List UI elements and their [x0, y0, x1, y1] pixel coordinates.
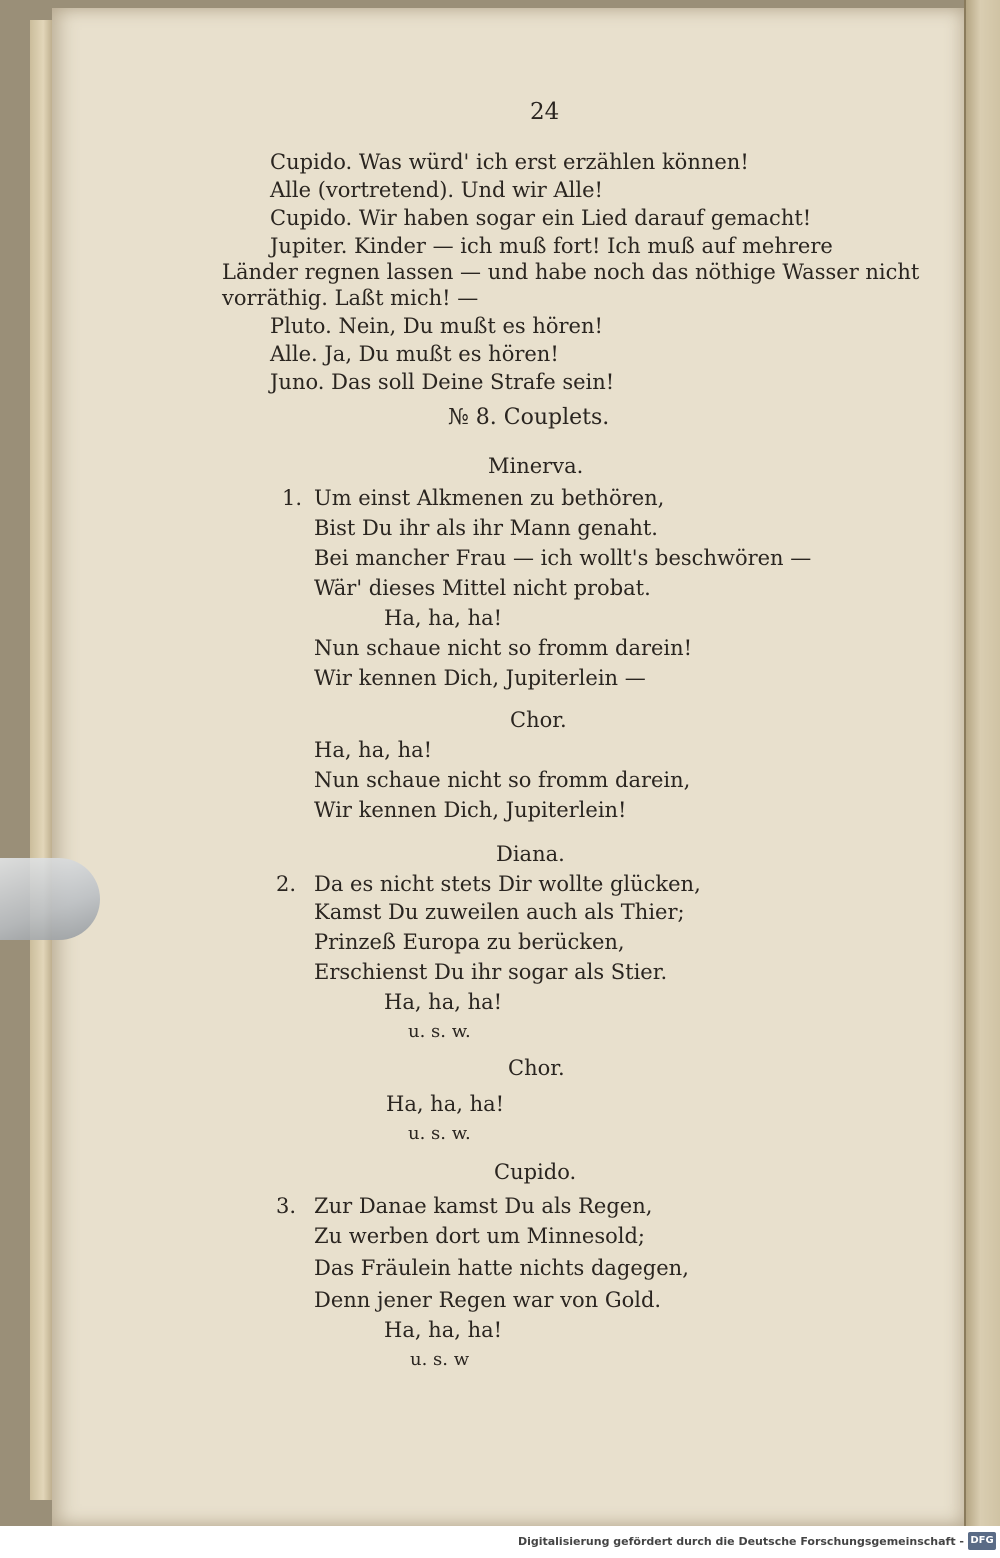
speaker-name: Alle. [270, 342, 318, 366]
singer-name: Cupido. [494, 1160, 577, 1184]
verse-line: Wär' dieses Mittel nicht probat. [314, 576, 651, 600]
verse-line: Das Fräulein hatte nichts dagegen, [314, 1256, 689, 1280]
speaker-name: Jupiter. [270, 234, 348, 258]
digitization-footer [0, 1526, 1000, 1558]
dialogue-text: Nein, Du mußt es hören! [338, 314, 603, 338]
verse-line: Prinzeß Europa zu berücken, [314, 930, 625, 954]
chorus-line: Wir kennen Dich, Jupiterlein! [314, 798, 627, 822]
dialogue-line [270, 232, 833, 260]
song-title: № 8. Couplets. [448, 405, 610, 430]
dialogue-text: Länder regnen lassen — und habe noch das nöthige Wasser nicht [222, 260, 920, 284]
dialogue-text: Kinder — ich muß fort! Ich muß auf mehrere [354, 234, 833, 258]
verse-line: Ha, ha, ha! [384, 990, 503, 1014]
verse-line: Bist Du ihr als ihr Mann genaht. [314, 516, 658, 540]
verse-line: u. s. w [410, 1349, 470, 1370]
verse-number: 1. [282, 486, 303, 510]
chorus-line: Ha, ha, ha! [314, 738, 433, 762]
verse-line: Da es nicht stets Dir wollte glücken, [314, 872, 701, 896]
verse-line: Zur Danae kamst Du als Regen, [314, 1194, 653, 1218]
dialogue-text: vorräthig. Laßt mich! — [222, 286, 479, 310]
dialogue-text: Das soll Deine Strafe sein! [331, 370, 615, 394]
dialogue-text: Was würd' ich erst erzählen können! [358, 150, 749, 174]
dfg-logo: DFG [968, 1532, 996, 1550]
verse-line: Um einst Alkmenen zu bethören, [314, 486, 665, 510]
dialogue-line [222, 284, 478, 312]
speaker-name: Pluto. [270, 314, 332, 338]
page-clip [0, 858, 100, 940]
dialogue-text: (vortretend). Und wir Alle! [317, 178, 603, 202]
speaker-name: Alle [270, 178, 312, 202]
dialogue-text: Ja, Du mußt es hören! [324, 342, 559, 366]
verse-line: Zu werben dort um Minnesold; [314, 1224, 646, 1248]
verse-line: Wir kennen Dich, Jupiterlein — [314, 666, 646, 690]
dialogue-line [270, 340, 559, 368]
verse-line: Kamst Du zuweilen auch als Thier; [314, 900, 685, 924]
chorus-label: Chor. [508, 1056, 565, 1080]
singer-name: Minerva. [488, 454, 584, 478]
verse-line: Bei mancher Frau — ich wollt's beschwören — [314, 546, 812, 570]
page-number: 24 [530, 99, 560, 125]
singer-name: Diana. [496, 842, 565, 866]
verse-line: Nun schaue nicht so fromm darein! [314, 636, 693, 660]
dialogue-line [270, 204, 811, 232]
verse-line: Denn jener Regen war von Gold. [314, 1288, 662, 1312]
dialogue-line [270, 312, 603, 340]
dialogue-line [270, 148, 749, 176]
verse-number: 2. [276, 872, 297, 896]
dialogue-line [270, 176, 603, 204]
chorus-line: Ha, ha, ha! [386, 1092, 505, 1116]
speaker-name: Cupido. [270, 206, 353, 230]
facing-page-edge [964, 0, 1000, 1540]
funding-credit: Digitalisierung gefördert durch die Deutsche Forschungsgemeinschaft - [517, 1535, 964, 1548]
speaker-name: Cupido. [270, 150, 353, 174]
verse-number: 3. [276, 1194, 297, 1218]
dialogue-text: Wir haben sogar ein Lied darauf gemacht! [358, 206, 812, 230]
dialogue-line [270, 368, 614, 396]
dialogue-line [222, 258, 919, 286]
verse-line: Ha, ha, ha! [384, 1318, 503, 1342]
verse-line: u. s. w. [408, 1021, 471, 1042]
chorus-line: u. s. w. [408, 1123, 471, 1144]
book-edge [30, 20, 53, 1500]
verse-line: Ha, ha, ha! [384, 606, 503, 630]
verse-line: Erschienst Du ihr sogar als Stier. [314, 960, 668, 984]
chorus-line: Nun schaue nicht so fromm darein, [314, 768, 691, 792]
chorus-label: Chor. [510, 708, 567, 732]
speaker-name: Juno. [270, 370, 325, 394]
